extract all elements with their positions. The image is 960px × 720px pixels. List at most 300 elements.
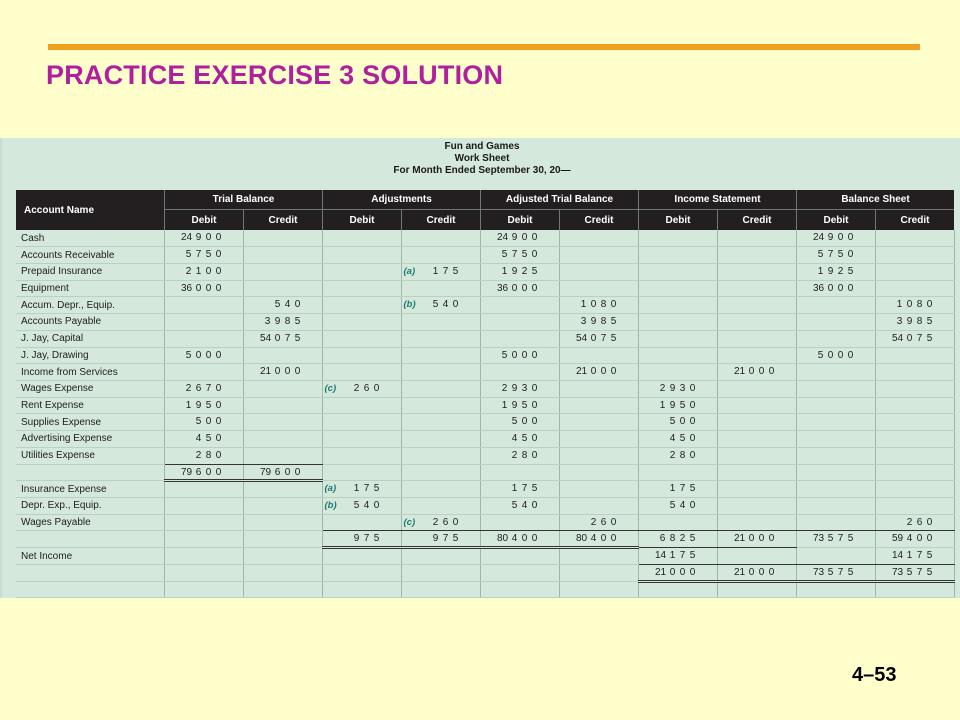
amount-cell bbox=[638, 347, 717, 364]
amount-cell bbox=[243, 531, 322, 548]
amount-cell bbox=[164, 247, 243, 264]
amount-digit: 21 bbox=[654, 566, 667, 578]
account-name: Supplies Expense bbox=[16, 414, 164, 431]
amount-cell bbox=[638, 447, 717, 464]
amount-digit: 5 bbox=[531, 265, 538, 277]
account-name bbox=[16, 531, 164, 548]
amount-digit: 0 bbox=[837, 232, 844, 243]
amount-cell bbox=[796, 464, 875, 481]
amount-cell bbox=[243, 364, 322, 381]
amount-digit: 0 bbox=[531, 500, 538, 511]
amount-cell bbox=[875, 280, 954, 297]
amount-digit: 24 bbox=[180, 232, 193, 243]
table-row bbox=[16, 431, 954, 448]
amount-digit: 0 bbox=[689, 449, 696, 461]
amount-cell bbox=[243, 514, 322, 531]
amount-cell bbox=[243, 397, 322, 414]
amount-cell bbox=[717, 531, 796, 548]
amount-digit: 54 bbox=[891, 332, 904, 344]
amount-digit: 0 bbox=[294, 366, 301, 378]
amount-digit: 5 bbox=[689, 550, 696, 562]
amount-cell bbox=[401, 481, 480, 498]
account-name: Insurance Expense bbox=[16, 481, 164, 498]
amount-cell bbox=[243, 581, 322, 598]
amount-digit: 0 bbox=[531, 399, 538, 411]
amount-cell bbox=[243, 548, 322, 565]
amount-cell bbox=[243, 330, 322, 347]
amount-cell bbox=[638, 397, 717, 414]
amount-digit: 7 bbox=[916, 566, 923, 578]
amount-digit: 7 bbox=[916, 550, 923, 562]
amount-digit: 6 bbox=[195, 466, 202, 478]
amount-cell bbox=[796, 397, 875, 414]
amount-cell bbox=[638, 280, 717, 297]
amount-digit: 0 bbox=[837, 282, 844, 294]
amount-cell bbox=[480, 581, 559, 598]
amount-cell bbox=[164, 314, 243, 331]
amount-digit: 0 bbox=[205, 265, 212, 277]
amount-cell bbox=[164, 230, 243, 247]
amount-cell bbox=[796, 247, 875, 264]
amount-cell bbox=[638, 297, 717, 314]
amount-cell bbox=[164, 397, 243, 414]
debit-sub-header: Debit bbox=[322, 210, 401, 230]
table-row bbox=[16, 314, 954, 331]
amount-digit: 7 bbox=[679, 483, 686, 495]
amount-digit: 5 bbox=[689, 483, 696, 495]
amount-digit: 0 bbox=[689, 416, 696, 428]
amount-digit: 0 bbox=[284, 366, 291, 378]
group-header: Trial Balance bbox=[164, 190, 322, 210]
group-header: Income Statement bbox=[638, 190, 796, 210]
amount-cell bbox=[875, 581, 954, 598]
amount-digit: 5 bbox=[521, 433, 528, 445]
table-row bbox=[16, 297, 954, 314]
amount-cell bbox=[559, 581, 638, 598]
amount-digit: 5 bbox=[521, 399, 528, 411]
amount-cell bbox=[322, 230, 401, 247]
adjustment-key: (b) bbox=[324, 500, 337, 511]
group-header: Adjusted Trial Balance bbox=[480, 190, 638, 210]
amount-cell bbox=[401, 314, 480, 331]
amount-digit: 1 bbox=[353, 483, 360, 495]
amount-cell bbox=[322, 380, 401, 397]
account-name: Equipment bbox=[16, 280, 164, 297]
amount-digit: 0 bbox=[768, 366, 775, 378]
amount-cell bbox=[796, 498, 875, 515]
account-name bbox=[16, 564, 164, 581]
amount-digit: 7 bbox=[284, 332, 291, 344]
amount-digit: 2 bbox=[185, 382, 192, 394]
amount-cell bbox=[401, 380, 480, 397]
amount-cell bbox=[717, 380, 796, 397]
amount-digit: 3 bbox=[580, 316, 587, 328]
amount-cell bbox=[243, 414, 322, 431]
amount-digit: 0 bbox=[373, 382, 380, 394]
amount-cell bbox=[401, 280, 480, 297]
amount-digit: 5 bbox=[926, 332, 933, 344]
amount-digit: 0 bbox=[215, 449, 222, 461]
amount-cell bbox=[875, 431, 954, 448]
debit-sub-header: Debit bbox=[638, 210, 717, 230]
amount-cell bbox=[559, 414, 638, 431]
amount-cell bbox=[322, 447, 401, 464]
amount-cell bbox=[401, 447, 480, 464]
amount-digit: 2 bbox=[501, 382, 508, 394]
amount-digit: 0 bbox=[294, 299, 301, 311]
amount-digit: 9 bbox=[274, 316, 281, 328]
amount-cell bbox=[480, 498, 559, 515]
amount-cell bbox=[875, 314, 954, 331]
amount-digit: 5 bbox=[926, 316, 933, 328]
amount-cell bbox=[559, 514, 638, 531]
amount-digit: 1 bbox=[501, 399, 508, 411]
amount-digit: 6 bbox=[916, 516, 923, 528]
amount-digit: 7 bbox=[363, 483, 370, 495]
amount-cell bbox=[401, 364, 480, 381]
account-name: Utilities Expense bbox=[16, 447, 164, 464]
amount-digit: 0 bbox=[531, 449, 538, 461]
amount-cell bbox=[875, 531, 954, 548]
amount-digit: 5 bbox=[294, 316, 301, 328]
amount-cell bbox=[717, 263, 796, 280]
amount-digit: 0 bbox=[768, 533, 775, 545]
amount-digit: 9 bbox=[353, 533, 360, 545]
amount-digit: 7 bbox=[442, 265, 449, 277]
amount-cell bbox=[717, 431, 796, 448]
account-name: Depr. Exp., Equip. bbox=[16, 498, 164, 515]
amount-digit: 14 bbox=[654, 550, 667, 562]
worksheet-heading bbox=[2, 138, 960, 188]
amount-cell bbox=[875, 481, 954, 498]
amount-digit: 0 bbox=[452, 299, 459, 311]
amount-cell bbox=[717, 447, 796, 464]
amount-digit: 0 bbox=[669, 566, 676, 578]
amount-cell bbox=[480, 330, 559, 347]
amount-digit: 1 bbox=[185, 399, 192, 411]
amount-digit: 0 bbox=[215, 433, 222, 445]
amount-cell bbox=[480, 247, 559, 264]
amount-digit: 0 bbox=[610, 516, 617, 528]
amount-cell bbox=[559, 314, 638, 331]
amount-digit: 0 bbox=[847, 282, 854, 294]
amount-cell bbox=[875, 230, 954, 247]
amount-cell bbox=[638, 548, 717, 565]
amount-digit: 5 bbox=[274, 299, 281, 311]
amount-digit: 4 bbox=[669, 433, 676, 445]
amount-cell bbox=[164, 481, 243, 498]
amount-cell bbox=[796, 581, 875, 598]
amount-cell bbox=[480, 314, 559, 331]
amount-digit: 0 bbox=[847, 349, 854, 361]
amount-digit: 0 bbox=[521, 349, 528, 361]
amount-digit: 9 bbox=[195, 399, 202, 411]
amount-digit: 21 bbox=[733, 566, 746, 578]
amount-digit: 5 bbox=[847, 566, 854, 578]
amount-digit: 5 bbox=[926, 550, 933, 562]
amount-cell bbox=[401, 297, 480, 314]
amount-cell bbox=[243, 464, 322, 481]
amount-digit: 73 bbox=[812, 533, 825, 545]
amount-cell bbox=[480, 548, 559, 565]
amount-digit: 0 bbox=[373, 500, 380, 511]
amount-cell bbox=[401, 431, 480, 448]
amount-digit: 5 bbox=[531, 483, 538, 495]
amount-digit: 1 bbox=[669, 483, 676, 495]
table-row bbox=[16, 447, 954, 464]
amount-cell bbox=[796, 330, 875, 347]
amount-digit: 6 bbox=[274, 466, 281, 478]
amount-cell bbox=[322, 247, 401, 264]
amount-cell bbox=[164, 330, 243, 347]
amount-digit: 0 bbox=[679, 566, 686, 578]
amount-cell bbox=[559, 230, 638, 247]
amount-cell bbox=[559, 263, 638, 280]
amount-cell bbox=[480, 447, 559, 464]
amount-digit: 1 bbox=[580, 299, 587, 311]
amount-cell bbox=[401, 330, 480, 347]
amount-digit: 4 bbox=[590, 533, 597, 545]
amount-cell bbox=[243, 263, 322, 280]
amount-cell bbox=[480, 297, 559, 314]
debit-sub-header: Debit bbox=[796, 210, 875, 230]
amount-cell bbox=[322, 314, 401, 331]
amount-digit: 3 bbox=[521, 382, 528, 394]
account-name: Accum. Depr., Equip. bbox=[16, 297, 164, 314]
amount-cell bbox=[322, 263, 401, 280]
adjustment-key: (a) bbox=[403, 265, 416, 277]
amount-cell bbox=[401, 564, 480, 581]
amount-cell bbox=[243, 564, 322, 581]
amount-digit: 4 bbox=[195, 433, 202, 445]
amount-digit: 6 bbox=[600, 516, 607, 528]
amount-cell bbox=[164, 280, 243, 297]
amount-cell bbox=[875, 514, 954, 531]
amount-cell bbox=[480, 397, 559, 414]
amount-cell bbox=[322, 414, 401, 431]
amount-cell bbox=[322, 564, 401, 581]
amount-cell bbox=[796, 414, 875, 431]
amount-cell bbox=[875, 564, 954, 581]
amount-cell bbox=[401, 514, 480, 531]
amount-digit: 5 bbox=[827, 566, 834, 578]
amount-digit: 5 bbox=[353, 500, 360, 511]
amount-digit: 0 bbox=[827, 282, 834, 294]
amount-digit: 2 bbox=[669, 449, 676, 461]
amount-digit: 7 bbox=[600, 332, 607, 344]
amount-cell bbox=[322, 297, 401, 314]
amount-cell bbox=[638, 414, 717, 431]
amount-cell bbox=[480, 263, 559, 280]
amount-digit: 24 bbox=[496, 232, 509, 243]
amount-cell bbox=[480, 481, 559, 498]
amount-cell bbox=[164, 464, 243, 481]
amount-cell bbox=[875, 364, 954, 381]
amount-digit: 5 bbox=[817, 249, 824, 261]
amount-cell bbox=[875, 464, 954, 481]
amount-digit: 36 bbox=[496, 282, 509, 294]
account-name: Accounts Receivable bbox=[16, 247, 164, 264]
account-name bbox=[16, 581, 164, 598]
amount-cell bbox=[796, 531, 875, 548]
amount-digit: 24 bbox=[812, 232, 825, 243]
amount-cell bbox=[638, 431, 717, 448]
amount-cell bbox=[164, 297, 243, 314]
account-name: Accounts Payable bbox=[16, 314, 164, 331]
amount-digit: 4 bbox=[442, 299, 449, 311]
amount-cell bbox=[717, 247, 796, 264]
amount-cell bbox=[559, 380, 638, 397]
amount-cell bbox=[638, 230, 717, 247]
amount-cell bbox=[559, 397, 638, 414]
table-row bbox=[16, 531, 954, 548]
amount-digit: 9 bbox=[590, 316, 597, 328]
amount-digit: 2 bbox=[906, 516, 913, 528]
amount-digit: 3 bbox=[896, 316, 903, 328]
amount-cell bbox=[796, 280, 875, 297]
account-name: Rent Expense bbox=[16, 397, 164, 414]
slide-title: PRACTICE EXERCISE 3 SOLUTION bbox=[46, 60, 504, 90]
amount-cell bbox=[322, 280, 401, 297]
account-name: Wages Payable bbox=[16, 514, 164, 531]
amount-cell bbox=[480, 564, 559, 581]
amount-cell bbox=[480, 364, 559, 381]
amount-digit: 0 bbox=[847, 249, 854, 261]
debit-sub-header: Debit bbox=[164, 210, 243, 230]
amount-digit: 0 bbox=[768, 566, 775, 578]
amount-cell bbox=[164, 414, 243, 431]
amount-cell bbox=[401, 247, 480, 264]
amount-digit: 0 bbox=[600, 533, 607, 545]
amount-digit: 6 bbox=[659, 533, 666, 545]
amount-cell bbox=[164, 581, 243, 598]
amount-digit: 7 bbox=[679, 550, 686, 562]
table-row bbox=[16, 397, 954, 414]
amount-cell bbox=[638, 498, 717, 515]
amount-digit: 14 bbox=[891, 550, 904, 562]
amount-digit: 1 bbox=[511, 483, 518, 495]
amount-cell bbox=[796, 431, 875, 448]
amount-digit: 8 bbox=[600, 316, 607, 328]
company-name: Fun and Games bbox=[444, 141, 520, 152]
amount-digit: 5 bbox=[817, 349, 824, 361]
amount-cell bbox=[717, 564, 796, 581]
amount-digit: 5 bbox=[669, 500, 676, 511]
amount-cell bbox=[875, 498, 954, 515]
amount-digit: 1 bbox=[896, 299, 903, 311]
amount-digit: 21 bbox=[575, 366, 588, 378]
amount-cell bbox=[638, 481, 717, 498]
amount-digit: 0 bbox=[748, 566, 755, 578]
amount-cell bbox=[796, 548, 875, 565]
amount-cell bbox=[322, 364, 401, 381]
title-rule bbox=[48, 44, 920, 50]
amount-cell bbox=[164, 498, 243, 515]
amount-cell bbox=[875, 330, 954, 347]
amount-cell bbox=[164, 431, 243, 448]
amount-digit: 0 bbox=[205, 416, 212, 428]
amount-digit: 2 bbox=[511, 449, 518, 461]
adjustment-key: (a) bbox=[324, 483, 337, 495]
amount-digit: 5 bbox=[205, 399, 212, 411]
amount-digit: 0 bbox=[531, 433, 538, 445]
amount-digit: 7 bbox=[511, 249, 518, 261]
table-row bbox=[16, 364, 954, 381]
amount-digit: 5 bbox=[501, 349, 508, 361]
table-row bbox=[16, 581, 954, 598]
amount-cell bbox=[638, 514, 717, 531]
amount-cell bbox=[243, 247, 322, 264]
amount-digit: 7 bbox=[363, 533, 370, 545]
amount-cell bbox=[164, 447, 243, 464]
amount-cell bbox=[638, 581, 717, 598]
amount-digit: 0 bbox=[274, 332, 281, 344]
amount-cell bbox=[401, 464, 480, 481]
amount-cell bbox=[559, 564, 638, 581]
amount-digit: 8 bbox=[916, 316, 923, 328]
amount-digit: 3 bbox=[264, 316, 271, 328]
amount-cell bbox=[796, 564, 875, 581]
credit-sub-header: Credit bbox=[717, 210, 796, 230]
amount-digit: 2 bbox=[521, 265, 528, 277]
amount-digit: 21 bbox=[733, 533, 746, 545]
amount-cell bbox=[243, 498, 322, 515]
amount-digit: 0 bbox=[215, 349, 222, 361]
amount-cell bbox=[401, 347, 480, 364]
amount-digit: 1 bbox=[432, 265, 439, 277]
amount-digit: 73 bbox=[891, 566, 904, 578]
amount-cell bbox=[401, 230, 480, 247]
amount-digit: 5 bbox=[205, 249, 212, 261]
amount-digit: 0 bbox=[215, 249, 222, 261]
amount-digit: 5 bbox=[906, 566, 913, 578]
amount-cell bbox=[638, 564, 717, 581]
amount-digit: 73 bbox=[812, 566, 825, 578]
amount-digit: 0 bbox=[689, 566, 696, 578]
amount-digit: 7 bbox=[195, 249, 202, 261]
amount-digit: 54 bbox=[259, 332, 272, 344]
amount-cell bbox=[559, 297, 638, 314]
amount-cell bbox=[796, 380, 875, 397]
amount-digit: 6 bbox=[442, 516, 449, 528]
amount-cell bbox=[401, 263, 480, 280]
amount-cell bbox=[875, 247, 954, 264]
amount-cell bbox=[480, 380, 559, 397]
amount-digit: 5 bbox=[452, 265, 459, 277]
amount-cell bbox=[243, 314, 322, 331]
amount-digit: 5 bbox=[827, 533, 834, 545]
amount-digit: 7 bbox=[442, 533, 449, 545]
amount-cell bbox=[164, 263, 243, 280]
credit-sub-header: Credit bbox=[401, 210, 480, 230]
amount-cell bbox=[401, 414, 480, 431]
amount-digit: 9 bbox=[669, 382, 676, 394]
amount-digit: 21 bbox=[733, 366, 746, 378]
amount-digit: 2 bbox=[837, 265, 844, 277]
amount-digit: 0 bbox=[274, 366, 281, 378]
amount-digit: 9 bbox=[906, 316, 913, 328]
account-name: Cash bbox=[16, 230, 164, 247]
amount-digit: 0 bbox=[610, 299, 617, 311]
amount-digit: 7 bbox=[916, 332, 923, 344]
amount-digit: 2 bbox=[353, 382, 360, 394]
amount-cell bbox=[717, 481, 796, 498]
amount-digit: 0 bbox=[205, 466, 212, 478]
amount-cell bbox=[638, 263, 717, 280]
amount-cell bbox=[717, 464, 796, 481]
amount-cell bbox=[796, 297, 875, 314]
amount-digit: 0 bbox=[511, 349, 518, 361]
